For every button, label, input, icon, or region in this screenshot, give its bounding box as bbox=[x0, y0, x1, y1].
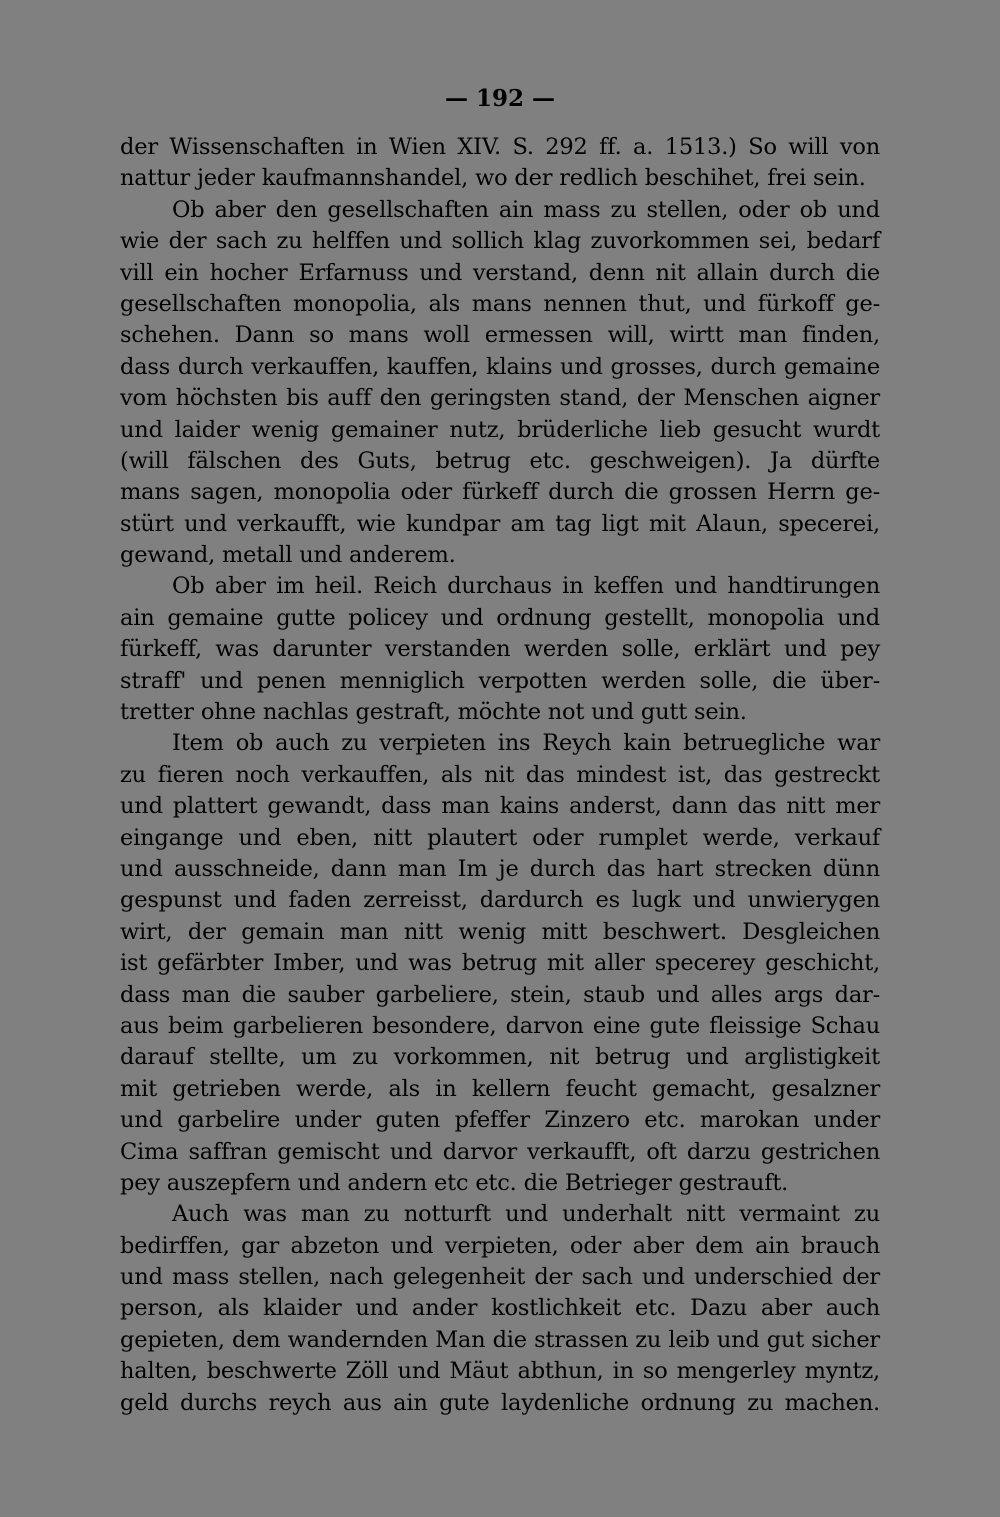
text-line: vom höchsten bis auff den geringsten stand, der Menschen aigner bbox=[120, 385, 880, 412]
text-line: eingange und eben, nitt plautert oder rumplet werde, verkauf bbox=[120, 824, 880, 851]
text-line: geld durchs reych aus ain gute laydenliche ordnung zu machen. bbox=[120, 1389, 880, 1416]
body-text bbox=[120, 132, 880, 1419]
text-line: Item ob auch zu verpieten ins Reych kain betruegliche war bbox=[172, 730, 880, 757]
text-line: wirt, der gemain man nitt wenig mitt beschwert. Desgleichen bbox=[120, 918, 880, 945]
text-line: fürkeff, was darunter verstanden werden solle, erklärt und pey bbox=[120, 636, 880, 663]
text-line: dass durch verkauffen, kauffen, klains und grosses, durch gemaine bbox=[120, 353, 880, 380]
text-line: Ob aber im heil. Reich durchaus in keffen und handtirungen bbox=[172, 573, 880, 600]
text-line: und plattert gewandt, dass man kains anderst, dann das nitt mer bbox=[120, 793, 880, 820]
text-line: nattur jeder kaufmannshandel, wo der redlich beschihet, frei sein. bbox=[120, 165, 866, 192]
text-line: gewand, metall und anderem. bbox=[120, 542, 456, 569]
text-line: und mass stellen, nach gelegenheit der sach und underschied der bbox=[120, 1264, 880, 1291]
text-line: mit getrieben werde, als in kellern feucht gemacht, gesalzner bbox=[120, 1075, 880, 1102]
text-line: ist gefärbter Imber, und was betrug mit aller specerey geschicht, bbox=[120, 950, 880, 977]
text-line: vill ein hocher Erfarnuss und verstand, denn nit allain durch die bbox=[120, 259, 880, 286]
text-line: und ausschneide, dann man Im je durch das hart strecken dünn bbox=[120, 855, 880, 882]
text-line: aus beim garbelieren besondere, darvon eine gute fleissige Schau bbox=[120, 1012, 880, 1039]
text-line: und garbelire under guten pfeffer Zinzero etc. marokan under bbox=[120, 1107, 880, 1134]
text-line: person, als klaider und ander kostlichkeit etc. Dazu aber auch bbox=[120, 1295, 880, 1322]
text-line: dass man die sauber garbeliere, stein, staub und alles args dar- bbox=[120, 981, 880, 1008]
text-line: gesellschaften monopolia, als mans nennen thut, und fürkoff ge- bbox=[120, 290, 880, 317]
text-line: Cima saffran gemischt und darvor verkaufft, oft darzu gestrichen bbox=[120, 1138, 880, 1165]
text-line: ain gemaine gutte policey und ordnung gestellt, monopolia und bbox=[120, 604, 880, 631]
text-line: halten, beschwerte Zöll und Mäut abthun, in so mengerley myntz, bbox=[120, 1358, 880, 1385]
text-line: stürt und verkaufft, wie kundpar am tag ligt mit Alaun, specerei, bbox=[120, 510, 880, 537]
text-line: tretter ohne nachlas gestraft, möchte not und gutt sein. bbox=[120, 699, 747, 726]
text-line: zu fieren noch verkauffen, als nit das mindest ist, das gestreckt bbox=[120, 761, 880, 788]
text-line: mans sagen, monopolia oder fürkeff durch die grossen Herrn ge- bbox=[120, 479, 880, 506]
text-line: gespunst und faden zerreisst, dardurch es lugk und unwierygen bbox=[120, 887, 880, 914]
text-line: darauf stellte, um zu vorkommen, nit betrug und arglistigkeit bbox=[120, 1044, 880, 1071]
text-line: gepieten, dem wandernden Man die strassen zu leib und gut sicher bbox=[120, 1326, 880, 1353]
text-line: (will fälschen des Guts, betrug etc. geschweigen). Ja dürfte bbox=[120, 447, 880, 474]
text-line: bedirffen, gar abzeton und verpieten, oder aber dem ain brauch bbox=[120, 1232, 880, 1259]
text-line: und laider wenig gemainer nutz, brüderliche lieb gesucht wurdt bbox=[120, 416, 880, 443]
text-line: straff' und penen menniglich verpotten werden solle, die über- bbox=[120, 667, 880, 694]
text-line: Ob aber den gesellschaften ain mass zu stellen, oder ob und bbox=[172, 196, 880, 223]
page-number: — 192 — bbox=[444, 85, 556, 112]
text-line: schehen. Dann so mans woll ermessen will, wirtt man finden, bbox=[120, 322, 880, 349]
text-line: der Wissenschaften in Wien XIV. S. 292 ff. a. 1513.) So will von bbox=[120, 134, 880, 160]
text-line: wie der sach zu helffen und sollich klag zuvorkommen sei, bedarf bbox=[120, 228, 880, 255]
text-line: pey auszepfern und andern etc etc. die Betrieger gestrauft. bbox=[120, 1169, 789, 1196]
text-line: Auch was man zu notturft und underhalt nitt vermaint zu bbox=[172, 1201, 880, 1228]
